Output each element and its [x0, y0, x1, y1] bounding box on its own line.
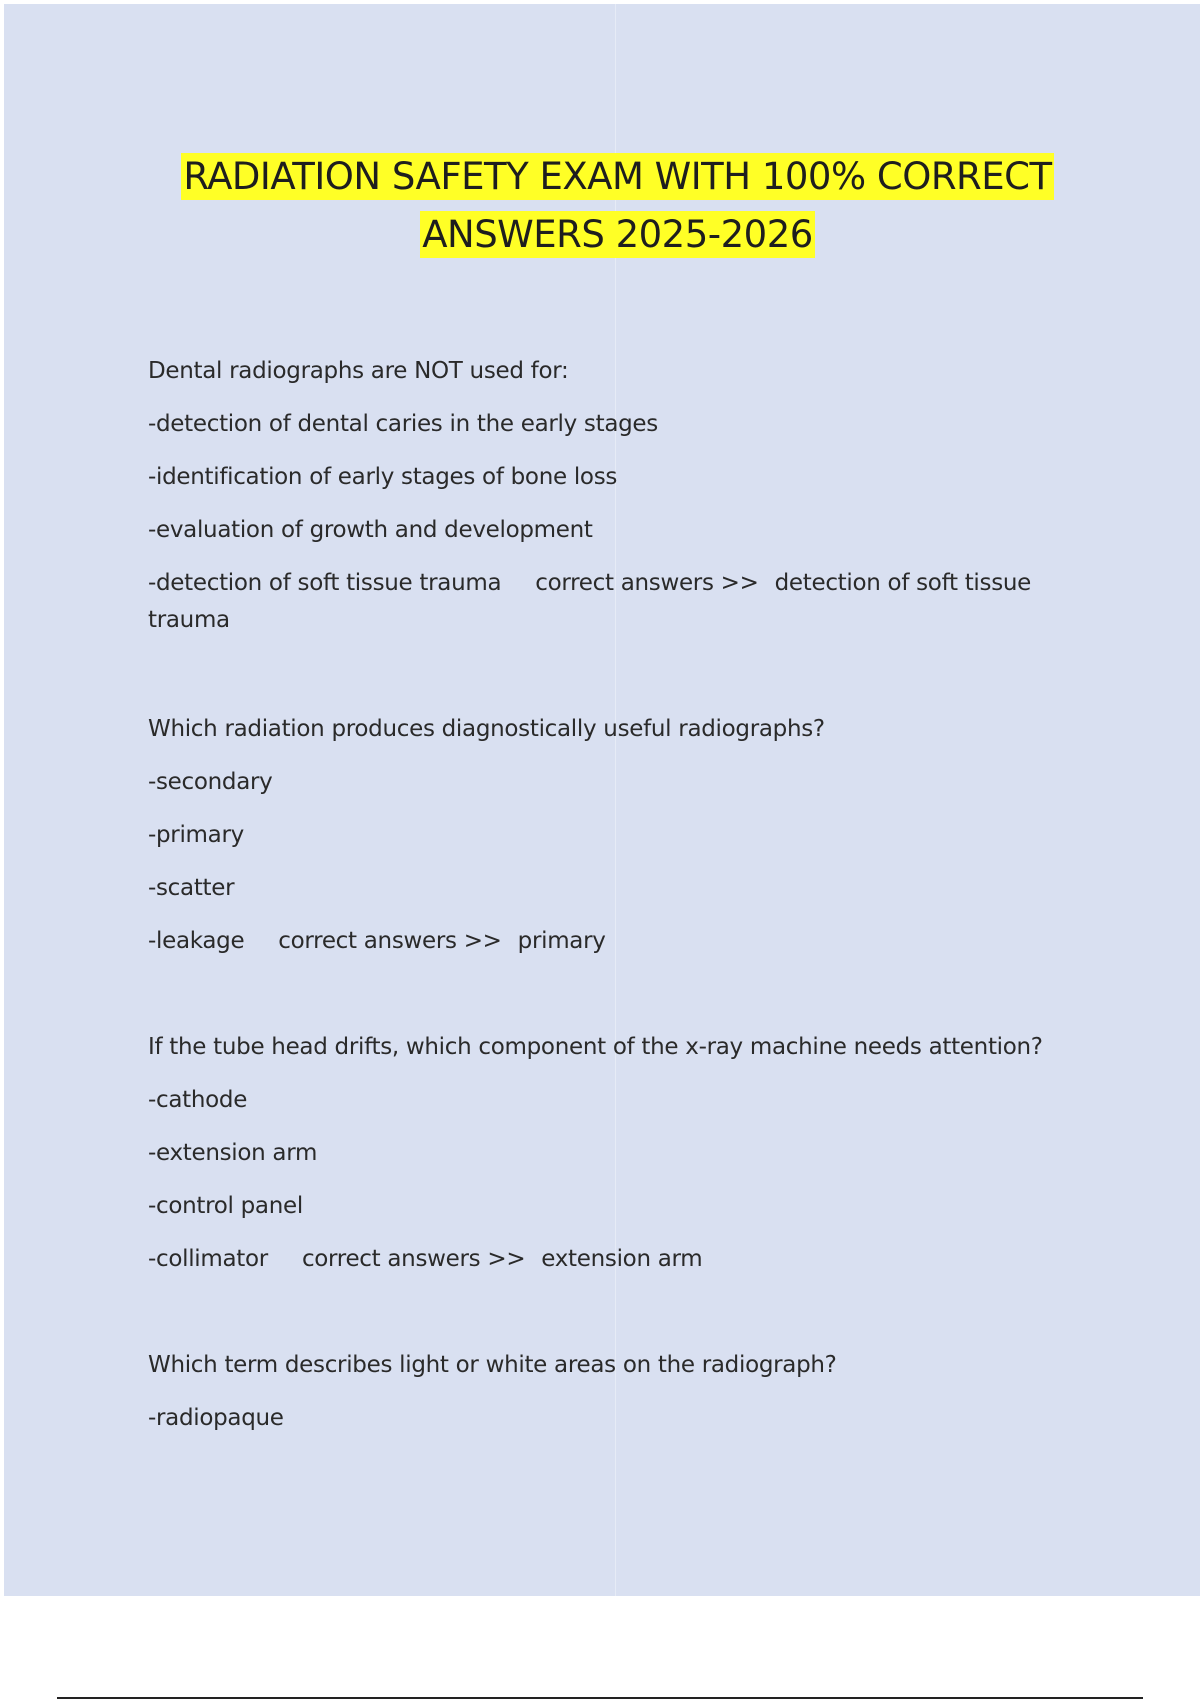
correct-answer: primary	[517, 928, 606, 954]
answer-option: -control panel	[148, 1193, 303, 1219]
question-prompt: If the tube head drifts, which component of the x-ray machine needs attention?	[148, 1034, 1043, 1060]
correct-answer: extension arm	[541, 1246, 703, 1272]
answer-option: -secondary	[148, 769, 273, 795]
question-prompt: Which radiation produces diagnostically useful radiographs?	[148, 716, 825, 742]
answer-option: -radiopaque	[148, 1405, 284, 1431]
answer-option: -scatter	[148, 875, 235, 901]
footer-rule	[57, 1697, 1143, 1699]
title-line-2: ANSWERS 2025-2026	[422, 213, 813, 256]
question-block	[148, 1029, 1068, 1278]
answer-option: -identification of early stages of bone loss	[148, 464, 618, 490]
answer-option: -leakage	[148, 928, 245, 954]
answer-option-with-key	[148, 1241, 1068, 1278]
question-prompt: Dental radiographs are NOT used for:	[148, 358, 569, 384]
question-prompt: Which term describes light or white areas on the radiograph?	[148, 1352, 837, 1378]
answer-option-with-key	[148, 565, 1068, 639]
answer-option: -cathode	[148, 1087, 248, 1113]
answer-option: -collimator	[148, 1246, 268, 1272]
answer-marker: correct answers >>	[301, 1246, 526, 1272]
answer-option: -detection of soft tissue trauma	[148, 570, 502, 596]
question-list	[148, 353, 1068, 1487]
document-title	[150, 148, 1085, 264]
question-block	[148, 1347, 1068, 1437]
answer-option: -extension arm	[148, 1140, 318, 1166]
question-block	[148, 353, 1068, 639]
answer-marker: correct answers >>	[535, 570, 759, 596]
question-block	[148, 711, 1068, 960]
answer-option-with-key	[148, 923, 1068, 960]
answer-option: -primary	[148, 822, 244, 848]
answer-option: -detection of dental caries in the early stages	[148, 411, 658, 437]
title-line-1: RADIATION SAFETY EXAM WITH 100% CORRECT	[183, 155, 1052, 198]
correct-answer: detection of soft tissue trauma	[148, 570, 1031, 633]
answer-option: -evaluation of growth and development	[148, 517, 593, 543]
answer-marker: correct answers >>	[278, 928, 502, 954]
